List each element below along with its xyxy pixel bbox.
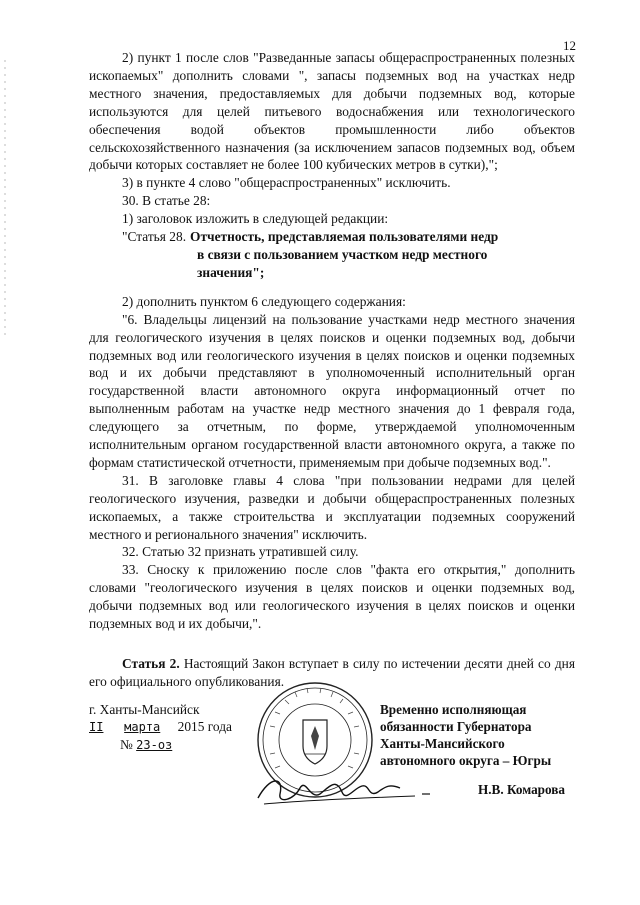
signatory-title-line4: автономного округа – Югры bbox=[380, 753, 552, 768]
law-number bbox=[120, 737, 172, 753]
date-month: марта bbox=[124, 720, 161, 734]
article-28-title-line1: Отчетность, представляемая пользователями недр bbox=[190, 229, 499, 245]
paragraph-article-31: 31. В заголовке главы 4 слова "при пользовании недрами для целей геологического изучения, разведки и добычи общераспространенных полезных ископаемых, а также строительства и эксплуатации подземных сооружений местного и регионального значения" исключить. bbox=[89, 472, 575, 542]
paragraph-article-30: 30. В статье 28: bbox=[122, 193, 211, 209]
paragraph-add-item-6: 2) дополнить пунктом 6 следующего содержания: bbox=[122, 293, 406, 309]
handwritten-signature-icon bbox=[250, 770, 440, 810]
article-28-title-line3: значения"; bbox=[197, 264, 265, 280]
article-2-label: Статья 2. bbox=[122, 656, 180, 671]
article-28-heading bbox=[89, 228, 575, 246]
signatory-title bbox=[380, 701, 580, 769]
paragraph-item-2: 2) пункт 1 после слов "Разведанные запасы общераспространенных полезных ископаемых" дополнить словами ", запасы подземных вод на участках недр местного значения, предоставляемых для добычи подземных вод, которые используются для целей питьевого водоснабжения или технологического обеспечения водой объектов промышленности либо объектов сельскохозяйственного назначения (за исключением запасов подземных вод, объем добычи которых составляет не более 100 кубических метров в сутки),"; bbox=[89, 50, 575, 173]
law-number-value: 23-оз bbox=[136, 738, 173, 752]
paragraph-item-6-text: "6. Владельцы лицензий на пользование участками недр местного значения для геологического изучения в целях поисков и оценки подземных вод, добычи подземных вод или геологического изучения в целях поисков и оценки подземных вод и их добычи представляют в уполномоченный исполнительный орган государственной власти автономного округа информационный отчет по выполненным работам на участке недр местного значения до 1 февраля года, следующего за отчетным, по форме, утверждаемой уполномоченным исполнительным органом государственной власти автономного округа, а также по формам статистической отчетности, применяемым при добыче подземных вод.". bbox=[89, 311, 575, 470]
signatory-title-line2: обязанности Губернатора bbox=[380, 719, 532, 734]
signatory-title-line1: Временно исполняющая bbox=[380, 702, 527, 717]
signing-date bbox=[89, 719, 232, 735]
page-number: 12 bbox=[563, 38, 576, 53]
document-body bbox=[89, 49, 575, 691]
law-number-prefix: № bbox=[120, 737, 133, 752]
signing-city: г. Ханты-Мансийск bbox=[89, 702, 200, 717]
date-day: II bbox=[89, 720, 104, 734]
signatory-title-line3: Ханты-Мансийского bbox=[380, 736, 505, 751]
paragraph-heading-instruction: 1) заголовок изложить в следующей редакции: bbox=[122, 211, 389, 227]
article-28-title-line2: в связи с пользованием участком недр местного bbox=[197, 246, 488, 262]
signatory-name: Н.В. Комарова bbox=[478, 782, 565, 797]
scan-edge-marks bbox=[2, 60, 8, 340]
date-year: 2015 года bbox=[177, 719, 232, 734]
paragraph-item-3: 3) в пункте 4 слово "общераспространенных" исключить. bbox=[122, 175, 451, 191]
paragraph-article-33: 33. Сноску к приложению после слов "факта его открытия," дополнить словами "геологического изучения в целях поисков и оценки подземных вод, добычи подземных вод или геологического изучения в целях поисков и оценки подземных вод и их добычи,". bbox=[89, 562, 575, 632]
article-28-prefix: "Статья 28. bbox=[122, 229, 187, 245]
article-2-text: Настоящий Закон вступает в силу по истечении десяти дней со дня его официального опубликования. bbox=[89, 656, 575, 689]
paragraph-article-32: 32. Статью 32 признать утратившей силу. bbox=[122, 544, 359, 560]
